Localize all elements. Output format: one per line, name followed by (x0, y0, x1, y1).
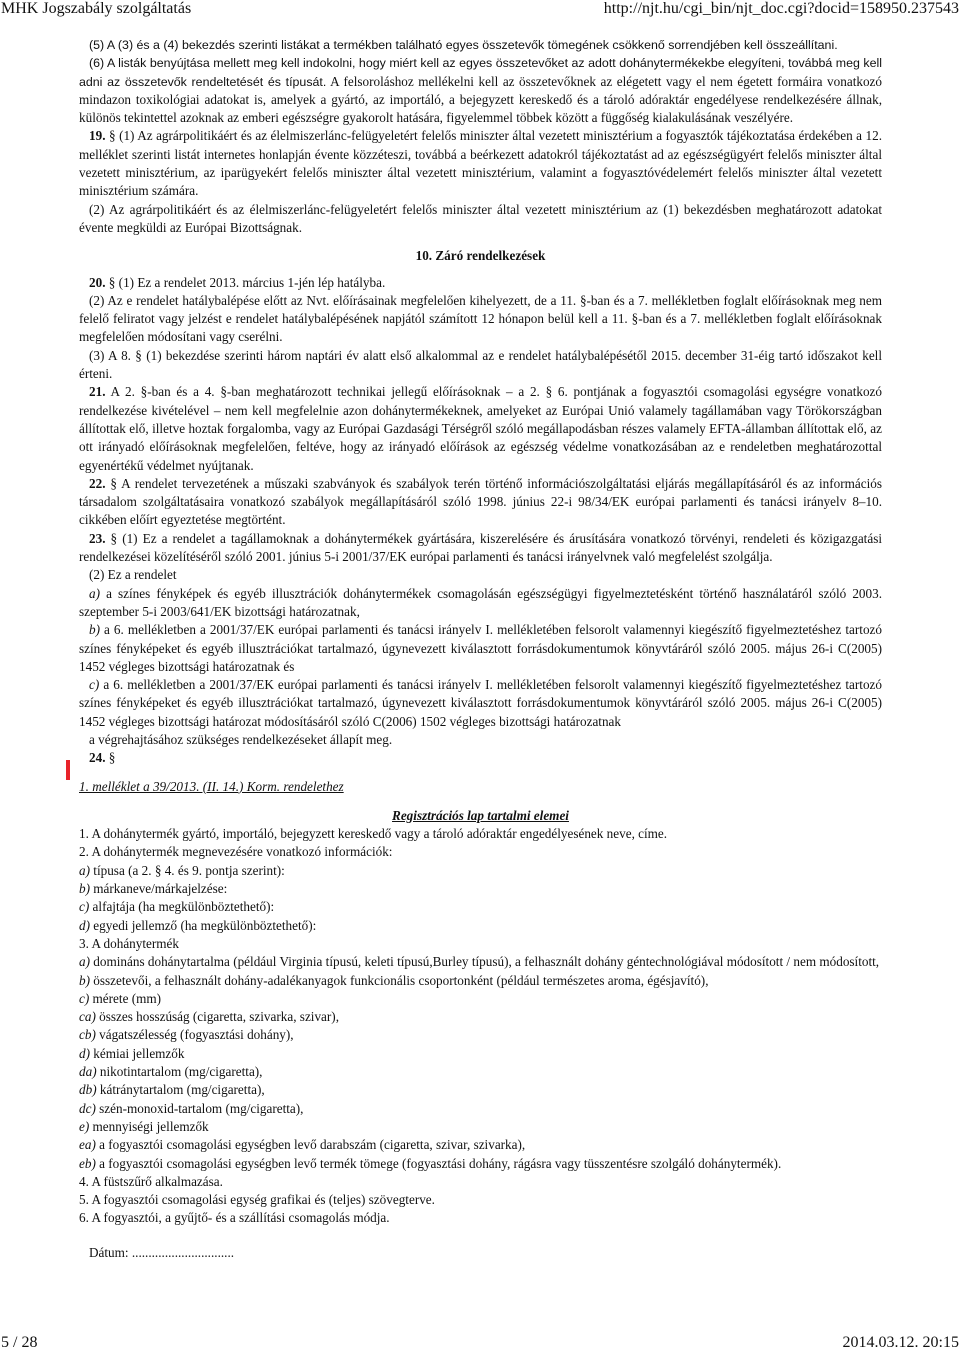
annex-list-item-text: kémiai jellemzők (90, 1045, 185, 1061)
section-23-point-a (79, 585, 882, 622)
annex-list-item (79, 935, 882, 953)
section-20-number: 20. (89, 274, 106, 290)
annex-list-item-label: a) (79, 862, 90, 878)
section-19-text: § (1) Az agrárpolitikáért és az élelmiszerlánc-felügyeletért felelős miniszter által vezetett minisztérium a fogyasztók tájékoztatása érdekében a 12. melléklet szerinti listát internetes honlapján évente közzéteszi, továbbá a beérkezett adatokról tájékoztatást ad az egészségügyért felelős miniszter által vezetett minisztérium, az iparügyekért felelős miniszter által vezetett minisztérium, valamint a fogyasztóvédelemért felelős miniszter által vezetett minisztérium számára. (79, 128, 882, 199)
annex-list-item (79, 1155, 882, 1173)
paragraph-6-part1: (6) A listák benyújtása mellett meg kell indokolni, hogy miért kell az egyes összetevőket az adott dohánytermékekbe elegyíteni, továbbá meg kell adni az összetevők rendeltetését és típusát. (79, 56, 882, 89)
point-c-text: a 6. mellékletben a 2001/37/EK európai parlamenti és tanácsi irányelv I. mellékletében felsorolt valamennyi kiegészítő figyelmeztetéshez tartozó színes fényképeket és egyéb illusztrációkat tartalmazó, úgynevezett kiválasztott forrásdokumentumok könyvtáráról szóló 2005. május 26-i C(2005) 1452 végleges bizottsági határozat módosításáról szóló C(2006) 1502 végleges bizottsági határozatnak (79, 677, 882, 729)
section-21 (79, 383, 882, 474)
annex-list-item (79, 990, 882, 1008)
paragraph-6 (79, 54, 882, 127)
annex-list-item (79, 880, 882, 898)
header-url: http://njt.hu/cgi_bin/njt_doc.cgi?docid=158950.237543 (603, 0, 959, 17)
section-23-para-2: (2) Ez a rendelet (89, 567, 177, 583)
section-23-point-c (79, 676, 882, 731)
page-counter: 5 / 28 (1, 1334, 38, 1351)
annex-list-item-text: összetevői, a felhasznált dohány-adalékanyagok funkcionális csoportonként (például természetes aroma, égésjavító), (90, 972, 709, 988)
annex-list-item-label: e) (79, 1118, 90, 1134)
annex-list-item-text: kátránytartalom (mg/cigaretta), (96, 1082, 265, 1098)
annex-list-item-label: c) (79, 899, 90, 915)
annex-list-item-label: b) (79, 972, 90, 988)
print-footer (0, 1334, 960, 1354)
point-b-text: a 6. mellékletben a 2001/37/EK európai parlamenti és tanácsi irányelv I. mellékletében felsorolt valamennyi kiegészítő figyelmeztetéshez tartozó színes fényképeket és egyéb illusztrációkat tartalmazó, úgynevezett kiválasztott forrásdokumentumok könyvtáráról szóló 2005. május 26-i C(2005) 1452 végleges bizottsági határozatnak és (79, 622, 882, 674)
section-20-para-2: (2) Az e rendelet hatálybalépése előtt az Nvt. előírásainak megfelelően kihelyezett, de a 11. §-ban és a 7. mellékletben foglalt előírásoknak meg nem felelő feliratot vagy jelzést e rendelet hatálybalépésének napjától számított 12 hónapon belül kell a 11. §-ban és a 7. mellékletben foglalt előírásoknak megfelelően módosítani vagy cserélni. (79, 292, 882, 345)
annex-list-item-text: vágatszélesség (fogyasztási dohány), (95, 1027, 294, 1043)
point-b-label: b) (89, 622, 100, 638)
annex-list-item-text: 6. A fogyasztói, a gyűjtő- és a szállítási csomagolás módja. (79, 1210, 390, 1226)
section-20-para-3: (3) A 8. § (1) bekezdése szerinti három naptári év alatt első alkalommal az e rendelet hatálybalépésétől 2015. december 31-éig tartó időszakot kell érteni. (79, 347, 882, 382)
annex-list-item-text: 3. A dohánytermék (79, 935, 179, 951)
section-21-text: A 2. §-ban és a 4. §-ban meghatározott technikai jellegű előírásoknak – a 2. § 6. pontjának a fogyasztói csomagolási egységre vonatkozó rendelkezése kivételével – nem kell megfelelnie azon dohánytermékeknek, amelyeket az Európai Unió valamely tagállamában vagy Törökországban állítottak elő, illetve hoztak forgalomba, vagy az Európai Gazdasági Térségről szóló megállapodásban részes valamely EFTA-államban állítottak elő, az ott irányadó előírásoknak megfelelően, feltéve, hogy az irányadó előírások az egészség védelme vonatkozásában az e rendeletben meghatározottal egyenértékű védelmet nyújtanak. (79, 384, 882, 473)
annex-list-item-text: 5. A fogyasztói csomagolási egység grafikai és (teljes) szövegterve. (79, 1192, 435, 1208)
annex-list-item-label: d) (79, 917, 90, 933)
section-22-number: 22. (89, 475, 106, 491)
annex-list-item (79, 1191, 882, 1209)
annex-list-item (79, 1081, 882, 1099)
annex-list-item (79, 1173, 882, 1191)
section-23 (79, 530, 882, 567)
section-24-number: 24. (89, 750, 106, 766)
section-24 (79, 749, 882, 767)
section-24-text: § (105, 750, 116, 766)
print-timestamp: 2014.03.12. 20:15 (842, 1334, 959, 1351)
annex-list-item-label: d) (79, 1045, 90, 1061)
date-line: Dátum: ............................... (89, 1244, 235, 1260)
section-23-closing: a végrehajtásához szükséges rendelkezéseket állapít meg. (89, 731, 393, 747)
annex-list-item-text: 4. A füstszűrő alkalmazása. (79, 1173, 223, 1189)
paragraph-6-part2: A felsoroláshoz mellékelni kell az összetevőknek az elégetett vagy el nem égetett formáira vonatkozó mindazon toxikológiai adatokat is, amelyek a gyártó, az importáló, a bejegyzett kereskedő és a tároló adóraktár engedélyese rendelkezésére állnak, különös tekintettel azoknak az emberi egészségre gyakorolt hatására, figyelemmel többek között a függőség kialakulásának veszélyére. (79, 73, 882, 126)
section-20-text: § (1) Ez a rendelet 2013. március 1-jén lép hatályba. (105, 274, 386, 290)
annex-list-item-label: dc) (79, 1100, 96, 1116)
section-22 (79, 475, 882, 530)
annex-list-item (79, 898, 882, 916)
annex-list-item (79, 1209, 882, 1227)
point-a-label: a) (89, 585, 100, 601)
annex-list-item-text: mennyiségi jellemzők (89, 1118, 209, 1134)
annex-list-item-text: egyedi jellemző (ha megkülönböztethető): (90, 917, 317, 933)
annex-list-item-text: alfajtája (ha megkülönböztethető): (89, 899, 275, 915)
annex-list-item-label: a) (79, 954, 90, 970)
annex-list-item-label: b) (79, 881, 90, 897)
document-body (79, 36, 882, 1262)
annex-list-item (79, 843, 882, 861)
annex-list-item-label: da) (79, 1064, 97, 1080)
annex-list-item (79, 1045, 882, 1063)
annex-list-item-label: db) (79, 1082, 97, 1098)
header-site-name: MHK Jogszabály szolgáltatás (1, 0, 192, 17)
section-23-text: § (1) Ez a rendelet a tagállamoknak a dohánytermékek gyártására, kiszerelésére és árusítására vonatkozó törvényi, rendeleti és közigazgatási rendelkezései közelítéséről szóló 2001. június 5-i 2001/37/EK európai parlamenti és tanácsi irányelvnek való megfelelést szolgálja. (79, 530, 882, 565)
annex-list-item-text: márkaneve/márkajelzése: (90, 881, 228, 897)
section-19-number: 19. (89, 128, 106, 144)
section-19 (79, 127, 882, 200)
section-21-number: 21. (89, 384, 106, 400)
annex-list-item (79, 1008, 882, 1026)
paragraph-5: (5) A (3) és a (4) bekezdés szerinti listákat a termékben található egyes összetevők tömegének csökkenő sorrendjében kell összeállítani. (89, 38, 838, 52)
section-19-para-2: (2) Az agrárpolitikáért és az élelmiszerlánc-felügyeletért felelős miniszter által vezetett minisztérium az (1) bekezdésben meghatározott adatokat évente megküldi az Európai Bizottságnak. (79, 201, 882, 235)
print-header (0, 0, 960, 20)
annex-list-item-text: típusa (a 2. § 4. és 9. pontja szerint): (90, 862, 285, 878)
annex-list-item (79, 862, 882, 880)
point-c-label: c) (89, 677, 100, 693)
annex-title: Regisztrációs lap tartalmi elemei (392, 807, 569, 823)
annex-list-item-text: a fogyasztói csomagolási egységben levő termék tömege (fogyasztási dohány, rágásra vagy tüsszentésre szolgáló dohánytermék). (95, 1155, 782, 1171)
annex-list-item-label: ea) (79, 1137, 96, 1153)
annex-list-item (79, 1026, 882, 1044)
annex-list-item-label: ca) (79, 1009, 96, 1025)
section-20 (79, 274, 882, 292)
annex-list-item-text: a fogyasztói csomagolási egységben levő darabszám (cigaretta, szivar, szivarka), (95, 1137, 526, 1153)
annex-list-item-label: c) (79, 990, 90, 1006)
annex-list (79, 825, 882, 1228)
annex-list-item (79, 1063, 882, 1081)
annex-list-item-text: mérete (mm) (89, 990, 162, 1006)
annex-list-item (79, 825, 882, 843)
annex-list-item (79, 1100, 882, 1118)
annex-list-item-text: nikotintartalom (mg/cigaretta), (96, 1064, 263, 1080)
annex-list-item-label: cb) (79, 1027, 96, 1043)
annex-list-item-text: 1. A dohánytermék gyártó, importáló, bejegyzett kereskedő vagy a tároló adóraktár engedélyesének neve, címe. (79, 826, 668, 842)
annex-list-item (79, 1118, 882, 1136)
section-23-point-b (79, 621, 882, 676)
annex-1-link[interactable]: 1. melléklet a 39/2013. (II. 14.) Korm. rendelethez (79, 778, 344, 794)
annex-list-item-text: domináns dohánytartalma (például Virginia típusú, keleti típusú,Burley típusú), a felhasznált dohány géntechnológiával módosított / nem módosított, (90, 954, 880, 970)
change-marker-bar (66, 760, 70, 780)
chapter-heading-10: 10. Záró rendelkezések (415, 248, 546, 264)
point-a-text: a színes fényképek és egyéb illusztrációk dohánytermékek csomagolásán egészségügyi figyelmeztetésként történő használatáról szóló 2003. szeptember 5-i 2003/641/EK bizottsági határozatnak, (79, 585, 882, 619)
annex-list-item (79, 1136, 882, 1154)
annex-list-item (79, 972, 882, 990)
section-23-number: 23. (89, 530, 106, 546)
annex-list-item (79, 917, 882, 935)
annex-list-item-label: eb) (79, 1155, 96, 1171)
annex-list-item-text: szén-monoxid-tartalom (mg/cigaretta), (95, 1100, 304, 1116)
annex-list-item-text: összes hosszúság (cigaretta, szivarka, szivar), (95, 1009, 339, 1025)
annex-list-item-text: 2. A dohánytermék megnevezésére vonatkozó információk: (79, 844, 393, 860)
section-22-text: § A rendelet tervezetének a műszaki szabványok és szabályok terén történő információszolgáltatási eljárás megállapításáról és az információs társadalom szolgáltatásaira vonatkozó szabályok megállapításáról szóló 1998. június 22-i 98/34/EK európai parlamenti és tanácsi irányelv 8–10. cikkében előírt egyeztetése megtörtént. (79, 475, 882, 528)
annex-list-item (79, 953, 882, 971)
